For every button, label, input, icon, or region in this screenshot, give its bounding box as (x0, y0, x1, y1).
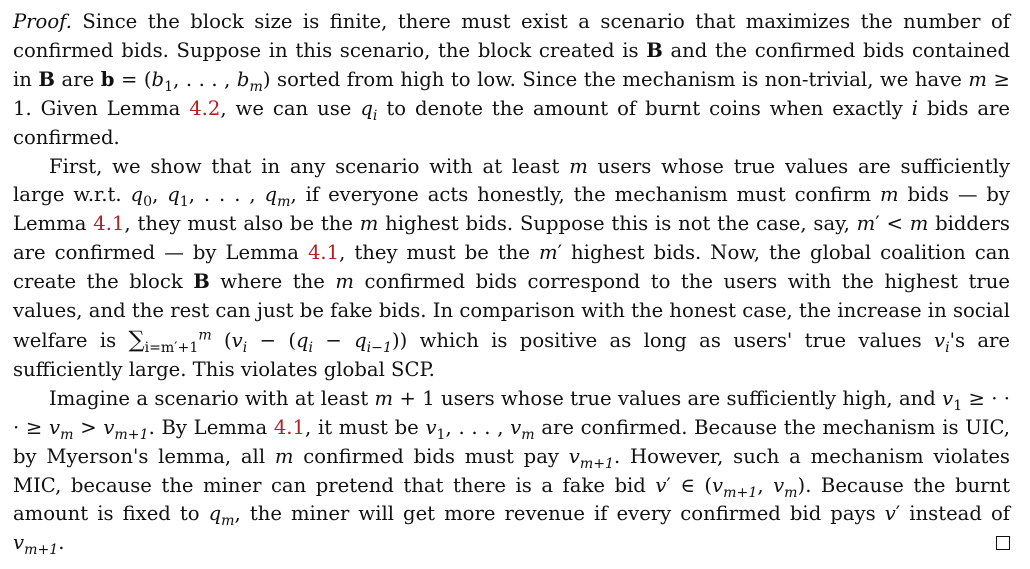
text: , we can use (220, 96, 361, 120)
math-sub: i−1 (366, 339, 392, 356)
math: v (103, 415, 115, 439)
text: , they must be the (339, 241, 539, 265)
math: v (13, 531, 25, 555)
math-sub: m (60, 426, 74, 443)
math: ′ (895, 502, 901, 526)
math: v (942, 386, 954, 410)
math: ≥ 1 (13, 67, 1010, 120)
math: v (934, 328, 946, 352)
text: , they must also be the (124, 212, 360, 236)
math-b-vector: b (100, 67, 115, 91)
math: − ( (247, 328, 296, 352)
math-sub: 1 (164, 78, 174, 95)
text: highest bids. Suppose this is not the case, say, (378, 212, 857, 236)
text: bids are confirmed. (13, 96, 1010, 149)
text: . Given Lemma (25, 96, 190, 120)
math: m (335, 270, 354, 294)
text: , if everyone acts honestly, the mechanism must confirm (290, 183, 880, 207)
math: q (354, 328, 367, 352)
math-sub: i (372, 107, 378, 124)
text: bidders are confirmed — by Lemma (13, 212, 1010, 265)
math: m (909, 212, 929, 236)
math: q (130, 183, 144, 207)
sum-symbol: ∑ (128, 326, 145, 353)
math-sub: 1 (179, 194, 189, 211)
math-B: B (38, 67, 55, 91)
qed-square-icon (996, 536, 1010, 550)
math: i (911, 96, 919, 120)
text: , the miner will get more revenue if every confirmed bid pays (234, 502, 885, 526)
math: m (538, 241, 558, 265)
math: , (152, 183, 168, 207)
math: m (374, 386, 394, 410)
math: q (360, 96, 373, 120)
math: m (856, 212, 876, 236)
text: are (54, 67, 101, 91)
math: − (313, 328, 355, 352)
text: to denote the amount of burnt coins when exactly (377, 96, 912, 120)
sum-lower-limit: i=m′+1 (144, 339, 199, 356)
math: v (712, 473, 724, 497)
math-sub: m (249, 78, 263, 95)
text: . Because the burnt amount is fixed to (13, 473, 1010, 526)
text: highest bids. Now, the global coalition can create the block (13, 241, 1011, 294)
math: m (359, 212, 379, 236)
math: v (510, 415, 522, 439)
text: confirmed bids must pay (293, 444, 569, 468)
math: v (49, 415, 61, 439)
math: ≥ · · · ≥ (13, 386, 1011, 439)
math-sub: i (945, 339, 950, 356)
math: b (151, 67, 165, 91)
math: m (968, 67, 988, 91)
math: + 1 (393, 386, 435, 410)
math: m (569, 154, 588, 178)
math: ( (211, 328, 232, 352)
text: , it must be (305, 415, 426, 439)
math: ′ < (875, 212, 910, 236)
math: v (884, 502, 896, 526)
math: q (295, 328, 309, 352)
text: sorted from high to low. Since the mechanism is non-trivial, we have (270, 67, 969, 91)
math: ∈ ( (670, 473, 713, 497)
math: q (264, 183, 278, 207)
math: , . . . , (188, 183, 265, 207)
math-sub: m (521, 426, 535, 443)
math-sub: 1 (953, 397, 963, 414)
text: . (58, 531, 65, 555)
math-sub: m+1 (723, 484, 758, 501)
math-sub: i (308, 339, 314, 356)
math: v (231, 328, 243, 352)
text: First, we show that in any scenario with at least (49, 154, 570, 178)
lemma-4-1-link[interactable]: 4.1 (307, 241, 340, 265)
math: b (236, 67, 250, 91)
math: , . . . , (445, 415, 511, 439)
lemma-4-1-link[interactable]: 4.1 (93, 212, 125, 236)
math: ) (797, 473, 806, 497)
math: m (274, 444, 294, 468)
math: v (425, 415, 437, 439)
math: > (73, 415, 104, 439)
math-sub: 0 (143, 194, 153, 211)
proof-label: Proof. (13, 10, 72, 33)
math-sub: m+1 (114, 426, 149, 443)
text: . By Lemma (148, 415, 274, 439)
proof-paragraph-2 (13, 153, 1010, 385)
math-sub: m (277, 194, 291, 211)
text: Since the block size is finite, there must exist a scenario that maximizes the number of confirmed bids. Suppose in this scenario, the block created is (13, 10, 1010, 62)
math-sub: m (784, 484, 798, 501)
lemma-4-1-link[interactable]: 4.1 (273, 415, 306, 439)
math-sub: m+1 (579, 455, 614, 472)
lemma-4-2-link[interactable]: 4.2 (189, 96, 221, 120)
proof-paragraph-1 (13, 8, 1010, 153)
math: ) (262, 67, 271, 91)
text: users whose true values are sufficiently high, and (434, 386, 943, 410)
text: Imagine a scenario with at least (49, 386, 375, 410)
math: ′ (666, 473, 671, 497)
math: v (568, 444, 580, 468)
text: . However, such a mechanism violates MIC, because the miner can pretend that there is a fake bid (13, 444, 1010, 497)
math: )) (391, 328, 408, 352)
text: users whose true values are sufficiently large w.r.t. (13, 154, 1011, 207)
math: q (167, 183, 180, 207)
math-sub: i (242, 339, 248, 356)
math: m (879, 183, 899, 207)
math-B: B (193, 270, 210, 294)
text: confirmed bids correspond to the users with the highest true values, and the rest can just be fake bids. In comparison with the honest case, the increase in social welfare is (13, 270, 1010, 352)
math-B: B (646, 38, 663, 62)
math: v (655, 473, 667, 497)
math: = ( (114, 67, 152, 91)
text: where the (209, 270, 336, 294)
text: are confirmed. Because the mechanism is UIC, by Myerson's lemma, all (13, 415, 1010, 468)
sum-upper-limit: m (198, 327, 212, 344)
math-sub: m+1 (24, 542, 59, 559)
text: 's are sufficiently large. This violates global SCP. (13, 328, 1010, 381)
math: ′ (557, 241, 563, 265)
text: bids — by Lemma (13, 183, 1010, 236)
proof-paragraph-3 (13, 385, 1010, 558)
text: which is positive as long as users' true values (407, 328, 934, 352)
math: v (773, 473, 785, 497)
math: , (757, 473, 774, 497)
text: and the confirmed bids contained in (13, 38, 1010, 91)
math: , . . . , (173, 67, 237, 91)
math: q (208, 502, 222, 526)
math-sub: 1 (436, 426, 446, 443)
text: instead of (900, 502, 1010, 526)
math-sub: m (221, 513, 235, 530)
